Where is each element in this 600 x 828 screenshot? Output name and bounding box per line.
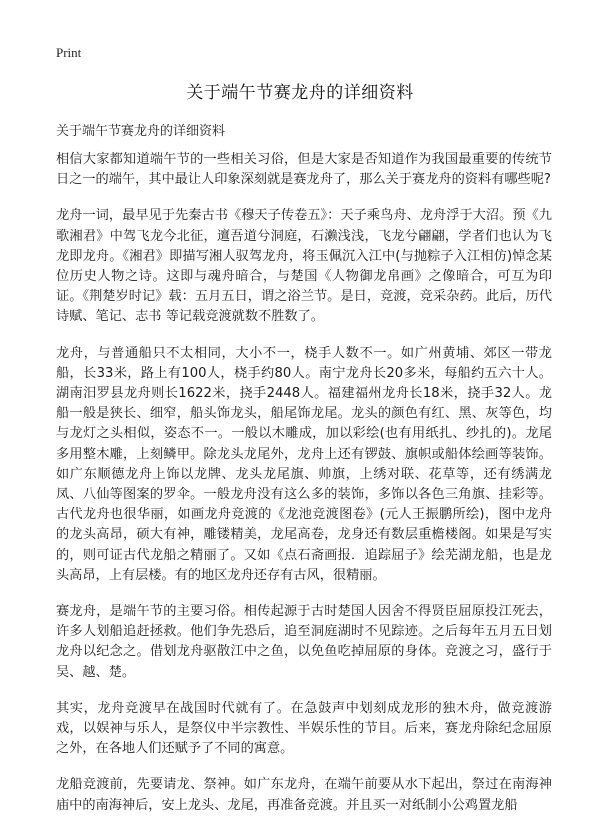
print-link[interactable]: Print (56, 45, 82, 60)
paragraph-intro: 相信大家都知道端午节的一些相关习俗，但是大家是否知道作为我国最重要的传统节日之一的端午，其中最让人印象深刻就是赛龙舟了，那么关于赛龙舟的资料有哪些呢? (56, 152, 552, 188)
paragraph-origin: 龙舟一词，最早见于先秦古书《穆天子传卷五》：天子乘鸟舟、龙舟浮于大沼。预《九歌湘君》中驾飞龙今北征，邅吾道兮洞庭，石濑浅浅，飞龙兮翩翩，学者们也认为飞龙即龙舟。《湘君》即描写湘人驭驾龙舟，将玉佩沉入江中(与抛粽子入江相仿)悼念某位历史人物之诗。这即与魂舟暗合，与楚国《人物御龙帛画》之像暗合，可互为印证。《荆楚岁时记》载：五月五日，谓之浴兰节。是日，竞渡，竞采杂药。此后，历代诗赋、笔记、志书 等记载竞渡就数不胜数了。 (56, 208, 552, 325)
article-title: 关于端午节赛龙舟的详细资料 (186, 83, 414, 103)
paragraph-custom: 赛龙舟，是端午节的主要习俗。相传起源于古时楚国人因舍不得贤臣屈原投江死去，许多人划船追赶拯救。他们争先恐后，追至洞庭湖时不见踪迹。之后每年五月五日划龙舟以纪念之。借划龙舟驱散江中之鱼，以免鱼吃掉屈原的身体。竞渡之习，盛行于吴、越、楚。 (56, 604, 552, 680)
article-subtitle: 关于端午节赛龙舟的详细资料 (56, 124, 226, 139)
paragraph-boat-description: 龙舟，与普通船只不太相同，大小不一，桡手人数不一。如广州黄埔、郊区一带龙船，长33米，路上有100人，桡手约80人。南宁龙舟长20多米，每船约五六十人。湖南汨罗县龙舟则长1622米，挠手2448人。福建福州龙舟长18米，挠手32人。龙船一般是狭长、细窄，船头饰龙头，船尾饰龙尾。龙头的颜色有红、黑、灰等色，均与龙灯之头相似，姿态不一。一般以木雕成，加以彩绘(也有用纸扎、纱扎的)。龙尾多用整木雕，上刻鳞甲。除龙头龙尾外，龙舟上还有锣鼓、旗帜或船体绘画等装饰。如广东顺德龙舟上饰以龙牌、龙头龙尾旗、帅旗，上绣对联、花草等，还有绣满龙凤、八仙等图案的罗伞。一般龙舟没有这么多的装饰，多饰以各色三角旗、挂彩等。古代龙舟也很华丽，如画龙舟竞渡的《龙池竞渡图卷》(元人王振鹏所绘)，图中龙舟的龙头高昂，硕大有神，雕镂精美，龙尾高卷，龙身还有数层重檐楼阁。如果是写实的，则可证古代龙船之精丽了。又如《点石斋画报．追踪屈子》绘芜湖龙船，也是龙头高昂，上有层楼。有的地区龙舟还存有古风，很精丽。 (56, 345, 552, 583)
paragraph-history: 其实，龙舟竞渡早在战国时代就有了。在急鼓声中划刻成龙形的独木舟，做竞渡游戏，以娱神与乐人，是祭仪中半宗教性、半娱乐性的节目。后来，赛龙舟除纪念屈原之外，在各地人们还赋予了不同的寓意。 (56, 700, 552, 757)
paragraph-ritual: 龙船竞渡前，先要请龙、祭神。如广东龙舟，在端午前要从水下起出，祭过在南海神庙中的南海神后，安上龙头、龙尾，再准备竞渡。并且买一对纸制小公鸡置龙船 (56, 777, 552, 813)
article-body (56, 150, 552, 828)
